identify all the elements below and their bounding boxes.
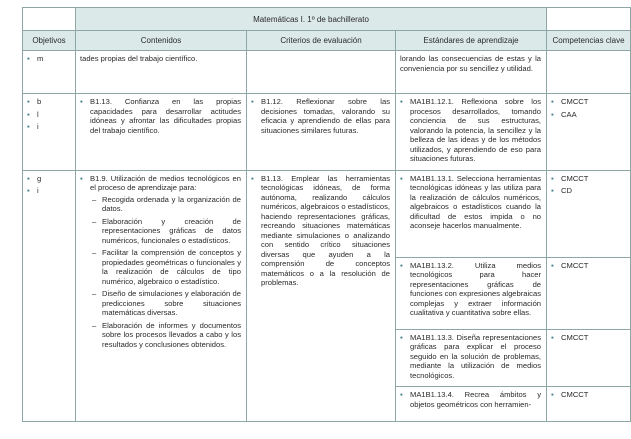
bullet-icon: ▪: [551, 173, 554, 183]
list-item: ▪ CMCCT: [551, 332, 589, 342]
bullet-icon: ▪: [551, 97, 554, 106]
bullet-icon: ▪: [80, 97, 83, 106]
bullet-icon: ▪: [27, 173, 30, 183]
criterios-cell: [247, 170, 396, 422]
list-item: ▪ CD: [551, 186, 572, 195]
estandar-item: ▪ MA1B1.13.1. Selecciona herramientas tecnológicas idóneas y las utiliza para la realización de cálculos numéricos, algebraicos o estadísticos cuando la dificultad de estos impida o no aconseje hacerlos manualmente.: [400, 173, 542, 230]
objetivos-list: [27, 97, 70, 132]
estandares-cell: [396, 94, 547, 171]
criterio-item: ▪ B1.12. Reflexionar sobre las decisiones tomadas, valorando su eficacia y aprendiendo de ellas para situaciones similares futuras.: [251, 97, 390, 135]
contenido-sublist: [90, 195, 241, 350]
list-item: ▪ CMCCT: [551, 260, 589, 270]
list-item: ▪ CAA: [551, 109, 577, 119]
criterios-cell: [247, 94, 396, 171]
bullet-icon: ▪: [251, 97, 254, 106]
table-row: [23, 170, 631, 257]
dash-icon: –: [92, 320, 97, 330]
competencias-cell: [547, 51, 631, 94]
bullet-icon: ▪: [400, 97, 403, 106]
list-item: ▪ l: [27, 109, 39, 119]
contenidos-cell: tades propias del trabajo científico.: [76, 51, 247, 94]
criterios-cell: [247, 51, 396, 94]
bullet-icon: ▪: [27, 109, 30, 119]
header-objetivos: Objetivos: [23, 31, 76, 51]
competencias-cell: [547, 257, 631, 329]
competencias-list: [551, 390, 625, 400]
bullet-icon: ▪: [27, 54, 30, 63]
bullet-icon: ▪: [27, 186, 30, 195]
contenido-subitem: – Elaboración de informes y documentos sobre los procesos llevados a cabo y los resultados y conclusiones obtenidos.: [92, 320, 241, 349]
objetivos-list: [27, 174, 70, 196]
competencias-cell: [547, 329, 631, 387]
bullet-icon: ▪: [80, 173, 83, 183]
criterio-item: ▪ B1.13. Emplear las herramientas tecnológicas idóneas, de forma autónoma, realizando cálculos numéricos, algebraicos o estadísticos, haciendo representaciones gráficas, recreando situaciones matemáticas mediante simulaciones o analizando con sentido crítico situaciones diversas que ayuden a la comprensión de conceptos matemáticos o a la resolución de problemas.: [251, 173, 390, 287]
list-item: ▪ CMCCT: [551, 173, 589, 183]
header-competencias: Competencias clave: [547, 31, 631, 51]
contenido-subitem: – Recogida ordenada y la organización de datos.: [92, 194, 241, 213]
bullet-icon: ▪: [551, 260, 554, 270]
list-item: ▪ m: [27, 54, 44, 63]
bullet-icon: ▪: [551, 332, 554, 342]
contenidos-cell: [76, 170, 247, 422]
competencias-list: [551, 97, 625, 119]
competencias-list: [551, 333, 625, 343]
estandar-item: ▪ MA1B1.13.4. Recrea ámbitos y objetos geométricos con herramien-: [400, 390, 542, 409]
competencias-list: [551, 174, 625, 196]
contenidos-cell: [76, 94, 247, 171]
header-criterios: Criterios de evaluación: [247, 31, 396, 51]
list-item: ▪ CMCCT: [551, 390, 589, 399]
table-row: [23, 94, 631, 171]
contenido-subitem: – Diseño de simulaciones y elaboración de predicciones sobre situaciones matemáticas diversas.: [92, 289, 241, 317]
table-row: [23, 51, 631, 94]
competencias-cell: [547, 94, 631, 171]
list-item: ▪ b: [27, 97, 42, 106]
contenido-subitem: – Facilitar la comprensión de conceptos y propiedades geométricas o funcionales y la realización de cálculos de tipo numérico, algebraico o estadístico.: [92, 248, 241, 286]
competencias-cell: [547, 170, 631, 257]
list-item: ▪ CMCCT: [551, 97, 589, 106]
dash-icon: –: [92, 194, 97, 204]
bullet-icon: ▪: [400, 390, 403, 399]
bullet-icon: ▪: [551, 390, 554, 399]
bullet-icon: ▪: [400, 332, 403, 342]
contenido-item: ▪ B1.13. Confianza en las propias capacidades para desarrollar actitudes idóneas y afrontar las dificultades propias del trabajo científico.: [80, 97, 241, 135]
bullet-icon: ▪: [27, 122, 30, 131]
bullet-icon: ▪: [27, 97, 30, 106]
bullet-icon: ▪: [251, 173, 254, 183]
objetivos-list: [27, 54, 70, 64]
header-estandares: Estándares de aprendizaje: [396, 31, 547, 51]
estandar-item: ▪ MA1B1.13.3. Diseña representaciones gráficas para explicar el proceso seguido en la solución de problemas, mediante la utilización de medios tecnológicos.: [400, 332, 542, 380]
estandar-item: ▪ MA1B1.13.2. Utiliza medios tecnológicos para hacer representaciones gráficas de funciones con expresiones algebraicas complejas y extraer información cualitativa y cuantitativa sobre ellas.: [400, 260, 542, 317]
estandares-cell: [396, 329, 547, 387]
dash-icon: –: [92, 216, 97, 226]
objetivos-cell: [23, 51, 76, 94]
bullet-icon: ▪: [400, 173, 403, 183]
dash-icon: –: [92, 289, 97, 298]
estandares-cell: [396, 257, 547, 329]
estandares-cell: [396, 387, 547, 422]
estandares-cell: lorando las consecuencias de estas y la conveniencia por su sencillez y utilidad.: [396, 51, 547, 94]
objetivos-cell: [23, 94, 76, 171]
table-title: Matemáticas I. 1º de bachillerato: [76, 8, 547, 31]
list-item: ▪ i: [27, 122, 39, 131]
header-contenidos: Contenidos: [76, 31, 247, 51]
competencias-cell: [547, 387, 631, 422]
list-item: ▪ i: [27, 186, 39, 195]
list-item: ▪ g: [27, 173, 42, 183]
estandar-item: ▪ MA1B1.12.1. Reflexiona sobre los procesos desarrollados, tomando conciencia de sus estructuras, valorando la potencia, la sencillez y la belleza de las ideas y de los métodos utilizados, y aprendiendo de eso para situaciones futuras.: [400, 97, 542, 163]
competencias-list: [551, 261, 625, 271]
bullet-icon: ▪: [400, 260, 403, 270]
bullet-icon: ▪: [551, 109, 554, 119]
objetivos-cell: [23, 170, 76, 422]
estandares-cell: [396, 170, 547, 257]
curriculum-table: [22, 7, 631, 422]
contenido-subitem: – Elaboración y creación de representaciones gráficas de datos numéricos, funcionales o estadísticos.: [92, 216, 241, 245]
bullet-icon: ▪: [551, 186, 554, 195]
dash-icon: –: [92, 248, 97, 257]
contenido-item: ▪ B1.9. Utilización de medios tecnológicos en el proceso de aprendizaje para: – Recogida ordenada y la organización de datos. – Elaboración y creación de representaciones gráficas de datos numéricos, funcionales o estadísticos. – Facilitar la comprensión de conceptos y propiedades geométricas o funcionales y la realización de cálculos de tipo numérico, algebraico o estadístico. – Diseño de simulaciones y elaboración de predicciones sobre situaciones matemáticas diversas. – Elaboración de informes y documentos sobre los procesos llevados a cabo y los resultados y conclusiones obtenidos.: [80, 173, 241, 349]
